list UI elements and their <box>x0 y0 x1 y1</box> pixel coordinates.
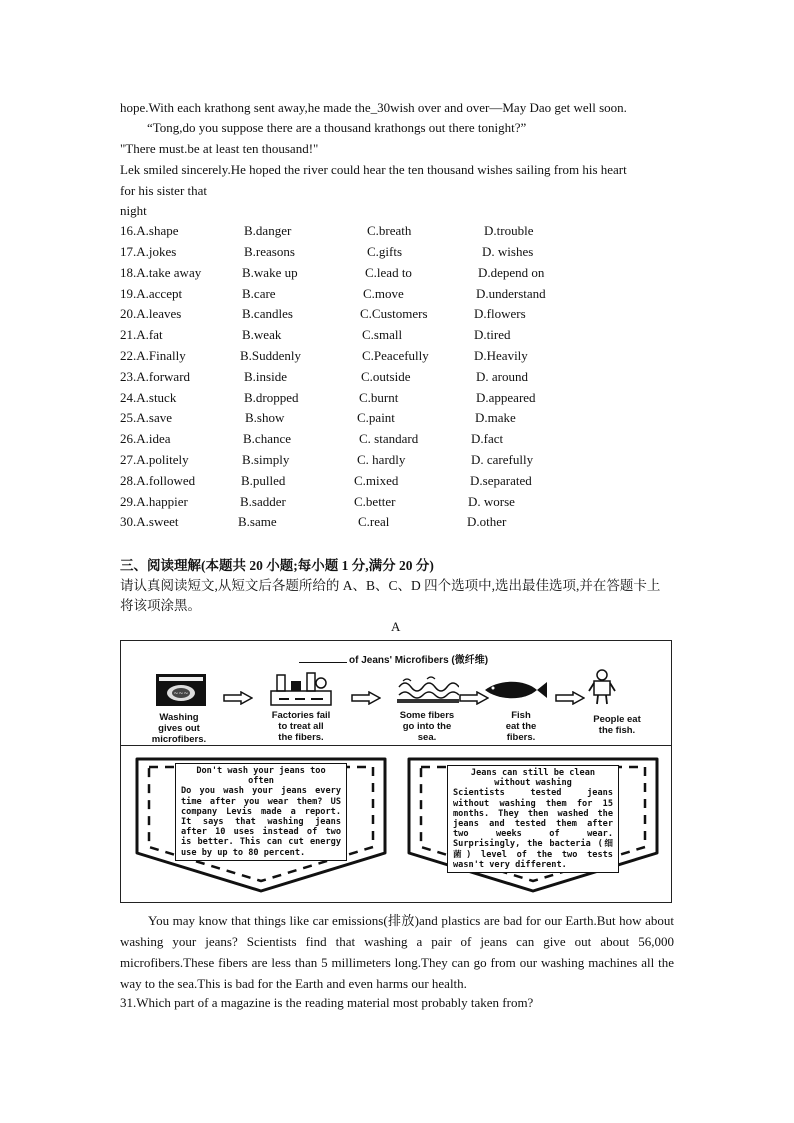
option-b: B.same <box>238 514 277 529</box>
option-c: C.breath <box>367 223 412 238</box>
option-b: B.simply <box>242 452 290 467</box>
title-blank <box>299 662 347 663</box>
option-b: B.wake up <box>242 265 298 280</box>
option-c: C. standard <box>359 431 419 446</box>
story-line: "There must.be at least ten thousand!" <box>120 141 319 156</box>
option-c: C.mixed <box>354 473 399 488</box>
option-b: B.sadder <box>240 494 286 509</box>
option-row <box>120 494 680 512</box>
infographic-title: of Jeans' Microfibers (微纤维) <box>299 651 488 666</box>
option-d: D.make <box>475 410 516 425</box>
story-line: hope.With each krathong sent away,he made the_30wish over and over—May Dao get well soon. <box>120 100 627 115</box>
option-c: C.move <box>363 286 404 301</box>
option-c: C.outside <box>361 369 411 384</box>
divider <box>121 745 671 746</box>
note-right <box>447 765 619 873</box>
option-d: D. around <box>476 369 528 384</box>
option-a: 24.A.stuck <box>120 390 177 405</box>
option-b: B.reasons <box>244 244 295 259</box>
option-b: B.inside <box>244 369 287 384</box>
option-row <box>120 265 680 283</box>
option-c: C. hardly <box>357 452 406 467</box>
option-row <box>120 327 680 345</box>
option-b: B.care <box>242 286 276 301</box>
option-row <box>120 223 680 241</box>
option-d: D.Heavily <box>474 348 528 363</box>
arrow-icon <box>351 691 381 705</box>
option-c: C.lead to <box>365 265 412 280</box>
option-d: D. wishes <box>482 244 534 259</box>
option-row <box>120 244 680 262</box>
option-row <box>120 410 680 428</box>
option-a: 25.A.save <box>120 410 172 425</box>
note-left <box>175 763 347 861</box>
question-31: 31.Which part of a magazine is the reading material most probably taken from? <box>120 995 534 1010</box>
option-a: 30.A.sweet <box>120 514 179 529</box>
option-row <box>120 369 680 387</box>
option-a: 22.A.Finally <box>120 348 186 363</box>
option-b: B.weak <box>242 327 282 342</box>
note-title: Jeans can still be clean without washing <box>470 768 596 789</box>
option-d: D.tired <box>474 327 511 342</box>
option-a: 16.A.shape <box>120 223 179 238</box>
note-body: Do you wash your jeans every time after you wear them? US company Levis made a report. It says that washing jeans after 10 uses instead of two is better. This can cut energy use by up to 80 percent. <box>181 786 341 858</box>
option-a: 20.A.leaves <box>120 306 182 321</box>
option-b: B.candles <box>242 306 293 321</box>
option-c: C.Peacefully <box>362 348 429 363</box>
section-title: 三、阅读理解(本题共 20 小题;每小题 1 分,满分 20 分) <box>120 558 434 573</box>
instructions: 将该项涂黑。 <box>120 598 201 613</box>
passage-label: A <box>391 619 401 634</box>
step-label: Some fibers go into the sea. <box>399 710 455 743</box>
instructions: 请认真阅读短文,从短文后各题所给的 A、B、C、D 四个选项中,选出最佳选项,并在答题卡上 <box>120 578 661 593</box>
story-line: Lek smiled sincerely.He hoped the river could hear the ten thousand wishes sailing from his heart <box>120 162 627 177</box>
option-c: C.paint <box>357 410 395 425</box>
washing-machine-icon <box>155 673 207 707</box>
option-row <box>120 286 680 304</box>
option-a: 26.A.idea <box>120 431 171 446</box>
arrow-icon <box>555 691 585 705</box>
option-d: D.separated <box>470 473 532 488</box>
option-b: B.chance <box>243 431 292 446</box>
option-row <box>120 348 680 366</box>
step-label: Washing gives out microfibers. <box>151 712 207 745</box>
infographic <box>120 640 672 903</box>
option-row <box>120 306 680 324</box>
option-row <box>120 390 680 408</box>
option-a: 19.A.accept <box>120 286 183 301</box>
factory-icon <box>269 669 333 707</box>
option-row <box>120 473 680 491</box>
option-a: 23.A.forward <box>120 369 191 384</box>
option-b: B.pulled <box>241 473 286 488</box>
note-body: Scientists tested jeans without washing them for 15 months. They then washed the jeans and tested them after two weeks of wear. Surprisingly, the bacteria (细菌) level of the two tests wasn't very different. <box>453 788 613 870</box>
option-d: D.fact <box>471 431 504 446</box>
person-icon <box>587 669 617 705</box>
option-d: D.trouble <box>484 223 534 238</box>
option-d: D.flowers <box>474 306 526 321</box>
option-a: 21.A.fat <box>120 327 163 342</box>
option-b: B.dropped <box>244 390 299 405</box>
option-c: C.real <box>358 514 390 529</box>
step-label: Fish eat the fibers. <box>505 710 537 743</box>
option-d: D.appeared <box>476 390 536 405</box>
option-d: D. carefully <box>471 452 534 467</box>
option-a: 28.A.followed <box>120 473 196 488</box>
option-a: 29.A.happier <box>120 494 188 509</box>
step-label: People eat the fish. <box>593 714 641 736</box>
step-label: Factories fail to treat all the fibers. <box>271 710 331 743</box>
fish-icon <box>479 679 549 701</box>
option-d: D.other <box>467 514 507 529</box>
option-c: C.burnt <box>359 390 399 405</box>
option-c: C.gifts <box>367 244 403 259</box>
option-c: C.small <box>362 327 403 342</box>
option-a: 17.A.jokes <box>120 244 177 259</box>
option-row <box>120 514 680 532</box>
option-d: D. worse <box>468 494 515 509</box>
option-d: D.depend on <box>478 265 545 280</box>
option-row <box>120 452 680 470</box>
option-b: B.Suddenly <box>240 348 302 363</box>
svg-text:~~~: ~~~ <box>173 690 189 697</box>
sea-waves-icon <box>397 673 459 705</box>
option-c: C.better <box>354 494 396 509</box>
arrow-icon <box>459 691 489 705</box>
story-line: for his sister that <box>120 183 208 198</box>
option-b: B.danger <box>244 223 292 238</box>
option-a: 18.A.take away <box>120 265 202 280</box>
option-d: D.understand <box>476 286 546 301</box>
option-row <box>120 431 680 449</box>
option-a: 27.A.politely <box>120 452 189 467</box>
option-c: C.Customers <box>360 306 428 321</box>
arrow-icon <box>223 691 253 705</box>
option-b: B.show <box>245 410 285 425</box>
story-line: night <box>120 203 147 218</box>
note-title: Don't wash your jeans too often <box>196 766 326 787</box>
passage-paragraph: You may know that things like car emissions(排放)and plastics are bad for our Earth.But how about washing your jeans? Scientists find that washing a pair of jeans can give out about 56,000 microfibers.These fibers are less than 5 millimeters long.They can go from our washing machines all the way to the sea.This is bad for the Earth and even harms our health. <box>120 913 674 991</box>
story-line: “Tong,do you suppose there are a thousand krathongs out there tonight?” <box>147 120 527 135</box>
